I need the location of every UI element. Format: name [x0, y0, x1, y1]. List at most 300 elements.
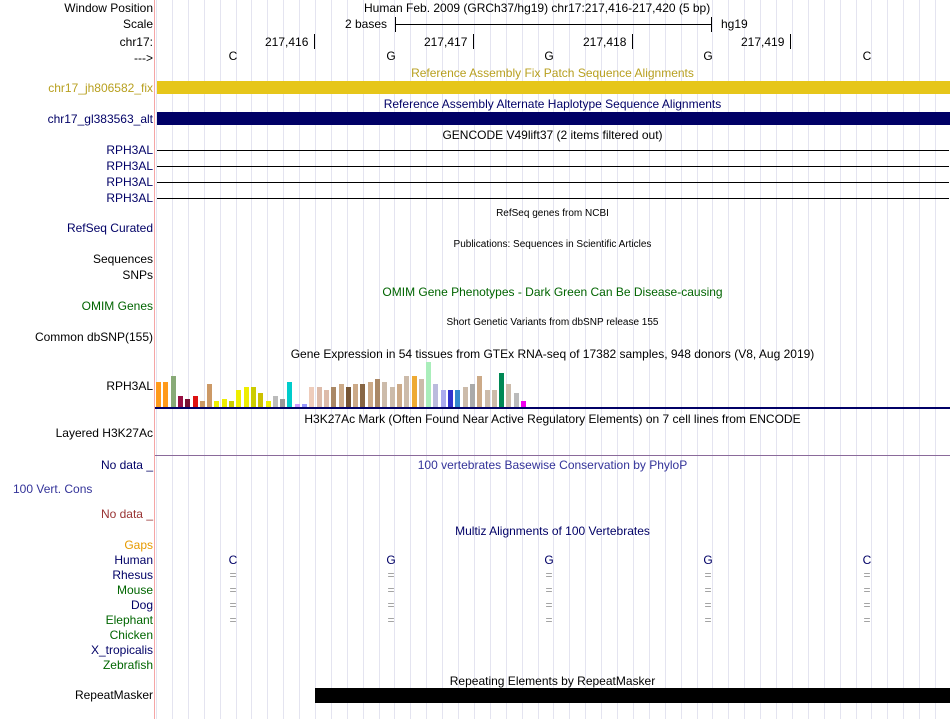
strand-arrow	[654, 198, 657, 199]
strand-arrow	[724, 182, 727, 183]
phylop-track-label[interactable]: 100 Vert. Cons	[13, 482, 93, 496]
strand-arrow	[283, 166, 286, 167]
strand-arrow	[668, 182, 671, 183]
strand-arrow	[689, 198, 692, 199]
gtex-tissue-bar[interactable]	[404, 376, 409, 407]
strand-arrow	[542, 166, 545, 167]
gtex-gene-label[interactable]: RPH3AL	[106, 379, 153, 393]
strand-arrow	[486, 182, 489, 183]
gtex-tissue-bar[interactable]	[426, 362, 431, 407]
chrom-label: chr17:	[119, 35, 153, 49]
strand-arrow	[458, 182, 461, 183]
strand-arrow	[409, 182, 412, 183]
strand-arrow	[444, 182, 447, 183]
dbsnp-track-title[interactable]: Short Genetic Variants from dbSNP release 155	[446, 317, 659, 328]
strand-arrow	[290, 166, 293, 167]
strand-arrow	[549, 182, 552, 183]
strand-arrow	[885, 182, 888, 183]
multiz-species-label[interactable]: Zebrafish	[102, 658, 153, 672]
strand-arrow	[213, 166, 216, 167]
strand-arrow	[325, 198, 328, 199]
strand-arrow	[878, 182, 881, 183]
phylop-track-title[interactable]: 100 vertebrates Basewise Conservation by PhyloP	[417, 458, 688, 472]
gtex-expression-chart[interactable]	[156, 362, 950, 407]
gtex-tissue-bar[interactable]	[280, 399, 285, 407]
strand-arrow	[332, 198, 335, 199]
strand-arrow	[941, 198, 944, 199]
strand-arrow	[262, 182, 265, 183]
gtex-tissue-bar[interactable]	[163, 382, 168, 407]
strand-arrow	[360, 166, 363, 167]
strand-arrow	[430, 166, 433, 167]
gtex-tissue-bar[interactable]	[390, 387, 395, 407]
strand-arrow	[241, 198, 244, 199]
h3k27ac-track-label[interactable]: Layered H3K27Ac	[55, 426, 153, 440]
strand-arrow	[332, 182, 335, 183]
strand-arrow	[787, 182, 790, 183]
gencode-item-label[interactable]: RPH3AL	[106, 191, 153, 205]
strand-arrow	[633, 198, 636, 199]
repeatmasker-element-bar[interactable]	[315, 688, 950, 703]
strand-arrow	[171, 198, 174, 199]
strand-arrow	[906, 198, 909, 199]
strand-arrow	[479, 182, 482, 183]
strand-arrow	[479, 166, 482, 167]
strand-arrow	[710, 198, 713, 199]
strand-arrow	[808, 182, 811, 183]
gtex-tissue-bar[interactable]	[360, 384, 365, 407]
strand-arrow	[731, 166, 734, 167]
strand-arrow	[164, 150, 167, 151]
strand-arrow	[927, 198, 930, 199]
gtex-tissue-bar[interactable]	[499, 373, 504, 407]
strand-arrow	[430, 198, 433, 199]
strand-arrow	[255, 198, 258, 199]
strand-arrow	[465, 182, 468, 183]
multiz-alignment-base: =	[229, 613, 237, 627]
multiz-track-title[interactable]: Multiz Alignments of 100 Vertebrates	[455, 524, 650, 538]
strand-arrow	[199, 182, 202, 183]
strand-arrow	[836, 166, 839, 167]
strand-arrow	[248, 198, 251, 199]
strand-arrow	[549, 150, 552, 151]
gtex-tissue-bar[interactable]	[236, 390, 241, 407]
gtex-tissue-bar[interactable]	[353, 384, 358, 407]
gene-intron-line[interactable]	[157, 150, 949, 151]
strand-arrow	[640, 198, 643, 199]
multiz-species-label[interactable]: Rhesus	[112, 568, 153, 582]
strand-arrow	[815, 150, 818, 151]
gtex-tissue-bar[interactable]	[397, 384, 402, 407]
strand-arrow	[745, 198, 748, 199]
gencode-item-label[interactable]: RPH3AL	[106, 143, 153, 157]
multiz-species-label[interactable]: X_tropicalis	[90, 643, 153, 657]
strand-arrow	[220, 198, 223, 199]
strand-arrow	[192, 198, 195, 199]
gtex-tissue-bar[interactable]	[492, 390, 497, 407]
strand-arrow	[528, 166, 531, 167]
strand-arrow	[696, 166, 699, 167]
gtex-tissue-bar[interactable]	[412, 376, 417, 407]
strand-arrow	[430, 182, 433, 183]
strand-arrow	[472, 182, 475, 183]
gtex-tissue-bar[interactable]	[339, 384, 344, 407]
strand-arrow	[157, 198, 160, 199]
strand-arrow	[598, 166, 601, 167]
strand-arrow	[892, 166, 895, 167]
strand-arrow	[864, 198, 867, 199]
fix-patch-track-title[interactable]: Reference Assembly Fix Patch Sequence Alignments	[411, 66, 694, 80]
strand-arrow	[332, 150, 335, 151]
gtex-tissue-bar[interactable]	[331, 387, 336, 407]
gtex-tissue-bar[interactable]	[375, 379, 380, 407]
scale-bar-tick-right	[711, 17, 712, 32]
gtex-tissue-bar[interactable]	[448, 390, 453, 407]
strand-arrow	[577, 150, 580, 151]
gene-intron-line[interactable]	[157, 166, 949, 167]
gtex-tissue-bar[interactable]	[251, 387, 256, 407]
scale-bar	[395, 24, 711, 25]
strand-arrow	[829, 166, 832, 167]
gene-intron-line[interactable]	[157, 182, 949, 183]
strand-arrow	[507, 182, 510, 183]
gtex-tissue-bar[interactable]	[419, 379, 424, 407]
strand-arrow	[269, 182, 272, 183]
strand-arrow	[570, 198, 573, 199]
gtex-tissue-bar[interactable]	[178, 396, 183, 407]
strand-arrow	[549, 166, 552, 167]
gtex-tissue-bar[interactable]	[258, 393, 263, 407]
strand-arrow	[388, 166, 391, 167]
strand-arrow	[850, 166, 853, 167]
strand-arrow	[171, 166, 174, 167]
strand-arrow	[535, 182, 538, 183]
strand-arrow	[689, 182, 692, 183]
strand-arrow	[493, 166, 496, 167]
strand-arrow	[388, 198, 391, 199]
strand-arrow	[885, 166, 888, 167]
strand-arrow	[381, 166, 384, 167]
gtex-tissue-bar[interactable]	[477, 376, 482, 407]
strand-arrow	[759, 198, 762, 199]
alt-haplotype-alignment-bar[interactable]	[157, 112, 950, 125]
gtex-tissue-bar[interactable]	[156, 382, 161, 407]
strand-arrow	[899, 150, 902, 151]
strand-arrow	[801, 182, 804, 183]
strand-arrow	[794, 182, 797, 183]
strand-arrow	[878, 198, 881, 199]
multiz-alignment-base: =	[704, 568, 712, 582]
strand-arrow	[255, 182, 258, 183]
ruler-tick	[473, 34, 474, 49]
strand-arrow	[185, 198, 188, 199]
strand-arrow	[885, 198, 888, 199]
strand-arrow	[437, 198, 440, 199]
multiz-species-label[interactable]: Dog	[130, 598, 153, 612]
gtex-tissue-bar[interactable]	[514, 393, 519, 407]
multiz-alignment-base: G	[544, 553, 554, 567]
strand-arrow	[367, 182, 370, 183]
strand-arrow	[850, 198, 853, 199]
ruler-position: 217,419	[741, 35, 785, 49]
strand-arrow	[171, 182, 174, 183]
gtex-tissue-bar[interactable]	[382, 382, 387, 407]
strand-arrow	[297, 198, 300, 199]
gtex-tissue-bar[interactable]	[346, 387, 351, 407]
strand-arrow	[227, 198, 230, 199]
gtex-tissue-bar[interactable]	[207, 384, 212, 407]
gtex-tissue-bar[interactable]	[485, 390, 490, 407]
h3k27ac-track-title[interactable]: H3K27Ac Mark (Often Found Near Active Regulatory Elements) on 7 cell lines from ENCODE	[304, 412, 801, 426]
strand-arrow	[423, 198, 426, 199]
strand-arrow	[759, 166, 762, 167]
strand-arrow	[374, 150, 377, 151]
refseq-track-label[interactable]: RefSeq Curated	[66, 221, 153, 235]
scale-bar-tick-left	[395, 17, 396, 32]
gtex-tissue-bar[interactable]	[463, 387, 468, 407]
strand-arrow	[836, 182, 839, 183]
gtex-tissue-bar[interactable]	[309, 387, 314, 407]
strand-arrow	[689, 166, 692, 167]
strand-arrow	[409, 166, 412, 167]
alt-haplotype-track-title[interactable]: Reference Assembly Alternate Haplotype Sequence Alignments	[383, 97, 722, 111]
strand-arrow	[374, 182, 377, 183]
strand-arrow	[794, 166, 797, 167]
gencode-item-label[interactable]: RPH3AL	[106, 175, 153, 189]
gtex-tissue-bar[interactable]	[222, 399, 227, 407]
strand-arrow	[857, 166, 860, 167]
strand-arrow	[941, 166, 944, 167]
strand-arrow	[682, 182, 685, 183]
strand-arrow	[598, 150, 601, 151]
strand-arrow	[248, 150, 251, 151]
strand-arrow	[731, 182, 734, 183]
gencode-track-title[interactable]: GENCODE V49lift37 (2 items filtered out)	[442, 128, 663, 142]
strand-arrow	[556, 150, 559, 151]
strand-arrow	[871, 150, 874, 151]
strand-arrow	[178, 150, 181, 151]
strand-arrow	[752, 166, 755, 167]
strand-arrow	[794, 150, 797, 151]
strand-arrow	[192, 182, 195, 183]
strand-arrow	[458, 166, 461, 167]
strand-arrow	[283, 150, 286, 151]
strand-arrow	[927, 182, 930, 183]
strand-arrow	[605, 182, 608, 183]
strand-arrow	[430, 150, 433, 151]
gtex-tissue-bar[interactable]	[324, 390, 329, 407]
repeatmasker-track-title[interactable]: Repeating Elements by RepeatMasker	[449, 674, 656, 688]
strand-arrow	[262, 198, 265, 199]
strand-arrow	[570, 166, 573, 167]
scale-value: 2 bases	[345, 17, 388, 31]
strand-arrow	[346, 150, 349, 151]
strand-arrow	[857, 182, 860, 183]
strand-arrow	[451, 166, 454, 167]
strand-arrow	[612, 150, 615, 151]
gtex-tissue-bar[interactable]	[171, 376, 176, 407]
gtex-tissue-bar[interactable]	[317, 387, 322, 407]
strand-arrow	[185, 166, 188, 167]
strand-arrow	[276, 198, 279, 199]
refseq-track-title[interactable]: RefSeq genes from NCBI	[496, 208, 609, 219]
strand-arrow	[815, 198, 818, 199]
strand-arrow	[948, 166, 949, 167]
strand-arrow	[227, 150, 230, 151]
gtex-tissue-bar[interactable]	[506, 384, 511, 407]
strand-arrow	[640, 182, 643, 183]
multiz-species-label[interactable]: Elephant	[105, 613, 153, 627]
strand-arrow	[794, 198, 797, 199]
strand-arrow	[311, 182, 314, 183]
strand-arrow	[206, 150, 209, 151]
base: G	[703, 49, 713, 63]
dbsnp-track-label[interactable]: Common dbSNP(155)	[34, 330, 153, 344]
strand-arrow	[227, 166, 230, 167]
strand-arrow	[318, 150, 321, 151]
strand-arrow	[402, 198, 405, 199]
strand-arrow	[290, 182, 293, 183]
gtex-tissue-bar[interactable]	[193, 396, 198, 407]
gtex-tissue-bar[interactable]	[368, 382, 373, 407]
strand-arrow	[472, 150, 475, 151]
gtex-tissue-bar[interactable]	[273, 396, 278, 407]
strand-arrow	[374, 166, 377, 167]
strand-arrow	[500, 198, 503, 199]
gtex-tissue-bar[interactable]	[185, 399, 190, 407]
strand-arrow	[514, 166, 517, 167]
omim-track-label[interactable]: OMIM Genes	[81, 299, 153, 313]
strand-arrow	[465, 166, 468, 167]
strand-arrow	[920, 198, 923, 199]
strand-arrow	[647, 150, 650, 151]
strand-arrow	[934, 150, 937, 151]
strand-arrow	[745, 166, 748, 167]
strand-arrow	[304, 166, 307, 167]
strand-arrow	[234, 150, 237, 151]
strand-arrow	[563, 182, 566, 183]
strand-arrow	[913, 150, 916, 151]
strand-arrow	[584, 150, 587, 151]
multiz-species-label[interactable]: Chicken	[109, 628, 153, 642]
gtex-tissue-bar[interactable]	[455, 390, 460, 407]
base: G	[386, 49, 396, 63]
strand-arrow	[731, 198, 734, 199]
strand-arrow	[633, 182, 636, 183]
strand-arrow	[738, 198, 741, 199]
strand-arrow	[500, 182, 503, 183]
strand-arrow	[514, 182, 517, 183]
gtex-tissue-bar[interactable]	[287, 382, 292, 407]
strand-arrow	[262, 150, 265, 151]
gtex-tissue-bar[interactable]	[470, 384, 475, 407]
strand-arrow	[241, 166, 244, 167]
strand-arrow	[332, 166, 335, 167]
strand-arrow	[283, 182, 286, 183]
strand-arrow	[864, 150, 867, 151]
publications-snps-label[interactable]: SNPs	[122, 268, 153, 282]
multiz-alignment-base: =	[704, 598, 712, 612]
strand-arrow	[752, 150, 755, 151]
strand-arrow	[486, 198, 489, 199]
gtex-track-title[interactable]: Gene Expression in 54 tissues from GTEx RNA-seq of 17382 samples, 948 donors (V8, Aug 2019)	[290, 347, 815, 361]
ruler-tick	[314, 34, 315, 49]
strand-arrow	[325, 182, 328, 183]
strand-arrow	[507, 198, 510, 199]
strand-arrow	[927, 150, 930, 151]
strand-arrow	[157, 150, 160, 151]
alt-haplotype-item-label[interactable]: chr17_gl383563_alt	[47, 112, 153, 126]
strand-arrow	[654, 166, 657, 167]
gtex-tissue-bar[interactable]	[433, 384, 438, 407]
strand-arrow	[346, 198, 349, 199]
strand-arrow	[640, 150, 643, 151]
strand-arrow	[241, 150, 244, 151]
gtex-tissue-bar[interactable]	[244, 387, 249, 407]
multiz-species-label[interactable]: Human	[114, 553, 153, 567]
strand-arrow	[178, 182, 181, 183]
multiz-alignment-base: C	[862, 553, 872, 567]
strand-arrow	[493, 198, 496, 199]
multiz-alignment-base: G	[386, 553, 396, 567]
gene-intron-line[interactable]	[157, 198, 949, 199]
strand-arrow	[647, 166, 650, 167]
strand-arrow	[661, 198, 664, 199]
publications-track-title[interactable]: Publications: Sequences in Scientific Articles	[453, 239, 652, 250]
strand-arrow	[864, 182, 867, 183]
strand-arrow	[164, 166, 167, 167]
strand-arrow	[444, 166, 447, 167]
publications-sequences-label[interactable]: Sequences	[92, 252, 153, 266]
strand-arrow	[829, 150, 832, 151]
strand-arrow	[290, 150, 293, 151]
strand-arrow	[801, 166, 804, 167]
repeatmasker-track-label[interactable]: RepeatMasker	[74, 688, 153, 702]
strand-arrow	[612, 198, 615, 199]
multiz-alignment-base: =	[387, 583, 395, 597]
strand-arrow	[920, 166, 923, 167]
strand-arrow	[703, 166, 706, 167]
strand-arrow	[787, 198, 790, 199]
strand-arrow	[192, 150, 195, 151]
fix-patch-item-label[interactable]: chr17_jh806582_fix	[48, 81, 153, 95]
multiz-species-label[interactable]: Mouse	[116, 583, 153, 597]
multiz-gaps-label[interactable]: Gaps	[124, 538, 153, 552]
strand-arrow	[857, 198, 860, 199]
strand-arrow	[934, 198, 937, 199]
strand-arrow	[843, 150, 846, 151]
strand-arrow	[367, 198, 370, 199]
gtex-tissue-bar[interactable]	[441, 390, 446, 407]
strand-arrow	[619, 166, 622, 167]
strand-arrow	[402, 182, 405, 183]
strand-arrow	[759, 182, 762, 183]
strand-arrow	[563, 166, 566, 167]
strand-arrow	[843, 182, 846, 183]
strand-arrow	[304, 182, 307, 183]
fix-patch-alignment-bar[interactable]	[157, 81, 950, 94]
strand-arrow	[269, 166, 272, 167]
strand-arrow	[591, 182, 594, 183]
multiz-alignment-base: =	[863, 613, 871, 627]
strand-arrow	[227, 182, 230, 183]
strand-arrow	[822, 150, 825, 151]
gencode-item-label[interactable]: RPH3AL	[106, 159, 153, 173]
strand-arrow	[234, 198, 237, 199]
omim-track-title[interactable]: OMIM Gene Phenotypes - Dark Green Can Be Disease-causing	[382, 285, 723, 299]
strand-arrow	[801, 150, 804, 151]
strand-arrow	[556, 182, 559, 183]
